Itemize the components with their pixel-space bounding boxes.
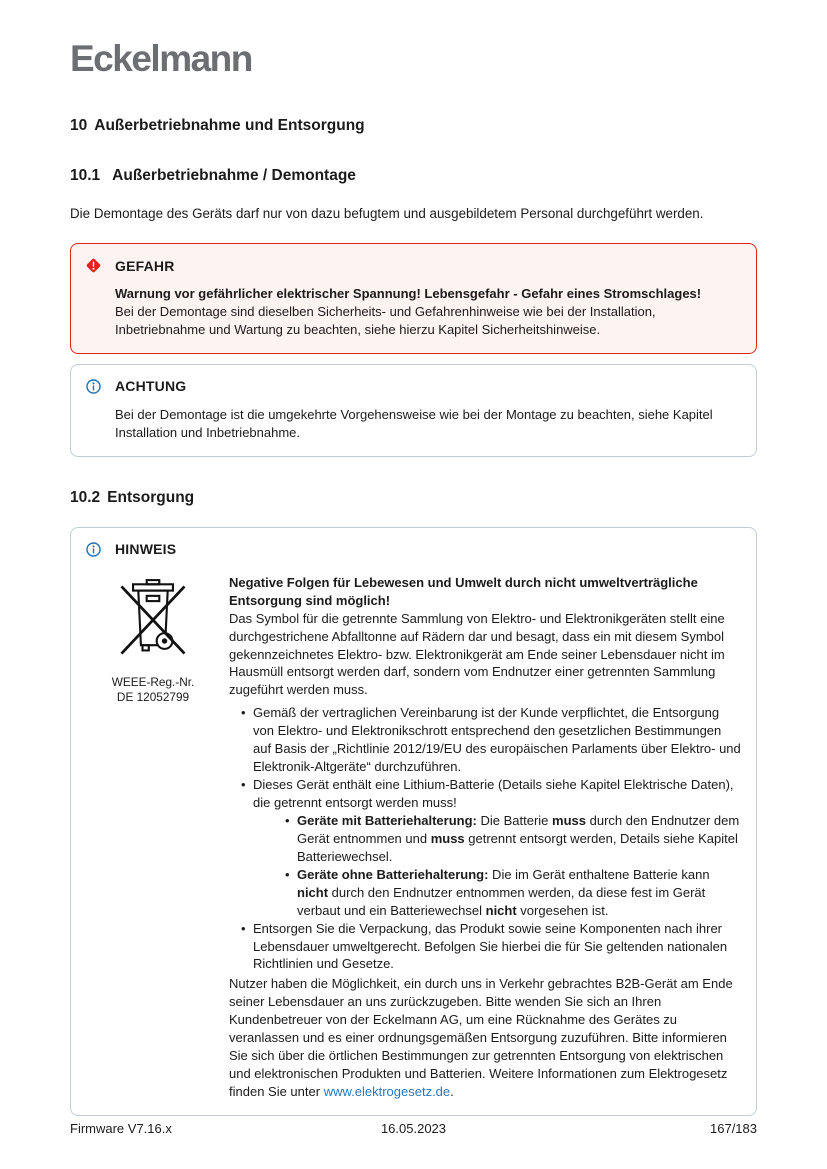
danger-title-row <box>85 257 744 274</box>
danger-text: Bei der Demontage sind dieselben Sicherheits- und Gefahrenhinweise wie bei der Installation, Inbetriebnahme und Wartung zu beachten, siehe hierzu Kapitel Sicherheitshinweise. <box>115 304 656 337</box>
weee-crossed-out-bin-icon <box>114 578 192 662</box>
hint-box <box>70 527 757 1116</box>
chapter-title: Außerbetriebnahme und Entsorgung <box>94 117 365 134</box>
attention-box <box>70 364 757 457</box>
text-segment: Geräte mit Batteriehalterung: <box>297 812 477 828</box>
page-content <box>70 0 757 1116</box>
attention-body <box>115 406 744 442</box>
info-circle-icon <box>85 378 102 395</box>
weee-registration-number: WEEE-Reg.-Nr. DE 12052799 <box>111 674 195 705</box>
info-circle-icon <box>85 541 102 558</box>
text-segment: getrennt entsorgt werden, Details siehe Kapitel Batteriewechsel. <box>297 830 738 864</box>
text-segment: vorgesehen ist. <box>516 902 609 918</box>
text-segment: nicht <box>297 884 329 900</box>
danger-diamond-icon <box>85 257 102 274</box>
attention-label: ACHTUNG <box>115 378 187 395</box>
section-heading-10-2 <box>70 489 757 507</box>
footer-date: 16.05.2023 <box>380 1121 447 1136</box>
text-segment: Gemäß der vertraglichen Vereinbarung ist der Kunde verpflichtet, die Entsorgung von Elektro- und Elektronikschrott entsprechend den gesetzlichen Bestimmungen auf Basis der „Richtlinie 2012/19/EU des europäischen Parlaments über Elektro- und Elektronik-Altgeräte“ durchzuführen. <box>253 705 741 775</box>
elektrogesetz-link[interactable]: www.elektrogesetz.de <box>323 1084 451 1100</box>
text-segment: Die im Gerät enthaltene Batterie kann <box>488 866 710 882</box>
attention-title-row <box>85 378 744 395</box>
list-item-text <box>253 776 742 812</box>
bullet-icon: • <box>241 705 246 721</box>
page-footer <box>70 1121 757 1136</box>
intro-paragraph: Die Demontage des Geräts darf nur von dazu befugtem und ausgebildetem Personal durchgeführt werden. <box>70 206 704 221</box>
text-segment: Nutzer haben die Möglichkeit, ein durch uns in Verkehr gebrachtes B2B-Gerät am Ende seiner Lebensdauer an uns zurückzugeben. Bitte wenden Sie sich an Ihren Kundenbetreuer von der Eckelmann AG, um eine Rücknahme des Gerätes zu veranlassen und es einer ordnungsgemäßen Entsorgung zuzuführen. Bitte informieren Sie sich über die örtlichen Bestimmungen zur getrennten Entsorgung von elektrischen und elektronischen Produkten und Batterien. Weitere Informationen zum Elektrogesetz finden Sie unter <box>229 976 733 1100</box>
section-heading-10-1 <box>70 167 757 185</box>
hint-content <box>99 574 744 1101</box>
list-item <box>285 866 742 920</box>
hint-text-column <box>229 574 742 1101</box>
section-number: 10.2 <box>70 488 101 506</box>
danger-box <box>70 243 757 354</box>
weee-column <box>99 574 207 1101</box>
section-number: 10.1 <box>70 167 101 184</box>
hint-intro-paragraph: Das Symbol für die getrennte Sammlung von Elektro- und Elektronikgeräten stellt eine durchgestrichene Abfalltonne auf Rädern dar und besagt, dass ein mit diesem Symbol gekennzeichnetes Elektro- bzw. Elektronikgerät am Ende seiner Lebensdauer nicht im Hausmüll entsorgt werden darf, sondern vom Endnutzer einer getrennten Sammlung zugeführt werden muss. <box>229 610 725 698</box>
text-segment: durch den Endnutzer entnommen werden, da diese fest im Gerät verbaut und ein Batteriewechsel <box>297 884 706 918</box>
text-segment: muss <box>430 830 465 846</box>
bullet-icon: • <box>241 920 246 936</box>
text-segment: Geräte ohne Batteriehalterung: <box>297 866 489 882</box>
text-segment: Entsorgen Sie die Verpackung, das Produkt sowie seine Komponenten nach ihrer Lebensdauer umweltgerecht. Befolgen Sie hierbei die für Sie geltenden nationalen Richtlinien und Gesetze. <box>253 920 728 972</box>
danger-bold-text: Warnung vor gefährlicher elektrischer Spannung! Lebensgefahr - Gefahr eines Stromschlages! <box>115 286 702 302</box>
text-segment: Die Batterie <box>476 812 553 828</box>
danger-label: GEFAHR <box>115 257 175 274</box>
attention-text: Bei der Demontage ist die umgekehrte Vorgehensweise wie bei der Montage zu beachten, siehe Kapitel Installation und Inbetriebnahme. <box>115 406 713 440</box>
list-item-text <box>297 866 742 920</box>
hint-label: HINWEIS <box>115 541 177 558</box>
section-title: Entsorgung <box>107 488 195 506</box>
bullet-icon: • <box>285 812 290 828</box>
chapter-heading <box>70 117 757 135</box>
section-title: Außerbetriebnahme / Demontage <box>112 167 356 184</box>
hint-lead-bold: Negative Folgen für Lebewesen und Umwelt durch nicht umweltverträgliche Entsorgung sind möglich! <box>229 574 698 608</box>
list-item <box>241 920 742 974</box>
list-item-text <box>297 812 742 866</box>
list-item-text <box>253 704 742 776</box>
bullet-icon: • <box>285 866 290 882</box>
danger-body <box>115 285 744 339</box>
footer-firmware-version: Firmware V7.16.x <box>70 1121 172 1136</box>
text-segment: nicht <box>485 902 517 918</box>
text-segment: Dieses Gerät enthält eine Lithium-Batterie (Details siehe Kapitel Elektrische Daten), die getrennt entsorgt werden muss! <box>253 777 734 811</box>
eckelmann-logo: Eckelmann <box>70 38 252 79</box>
text-segment: durch den Endnutzer dem Gerät entnommen und <box>297 812 740 846</box>
hint-closing-paragraph <box>229 975 742 1101</box>
text-segment: muss <box>552 812 586 828</box>
list-item <box>241 776 742 812</box>
text-segment: . <box>450 1084 454 1100</box>
list-item <box>241 704 742 776</box>
footer-page-number: 167/183 <box>710 1121 757 1136</box>
list-item-text <box>253 920 742 974</box>
bullet-icon: • <box>241 777 246 793</box>
hint-bullet-list <box>229 704 742 973</box>
chapter-number: 10 <box>70 117 88 134</box>
list-item <box>285 812 742 866</box>
hint-title-row <box>85 541 744 558</box>
